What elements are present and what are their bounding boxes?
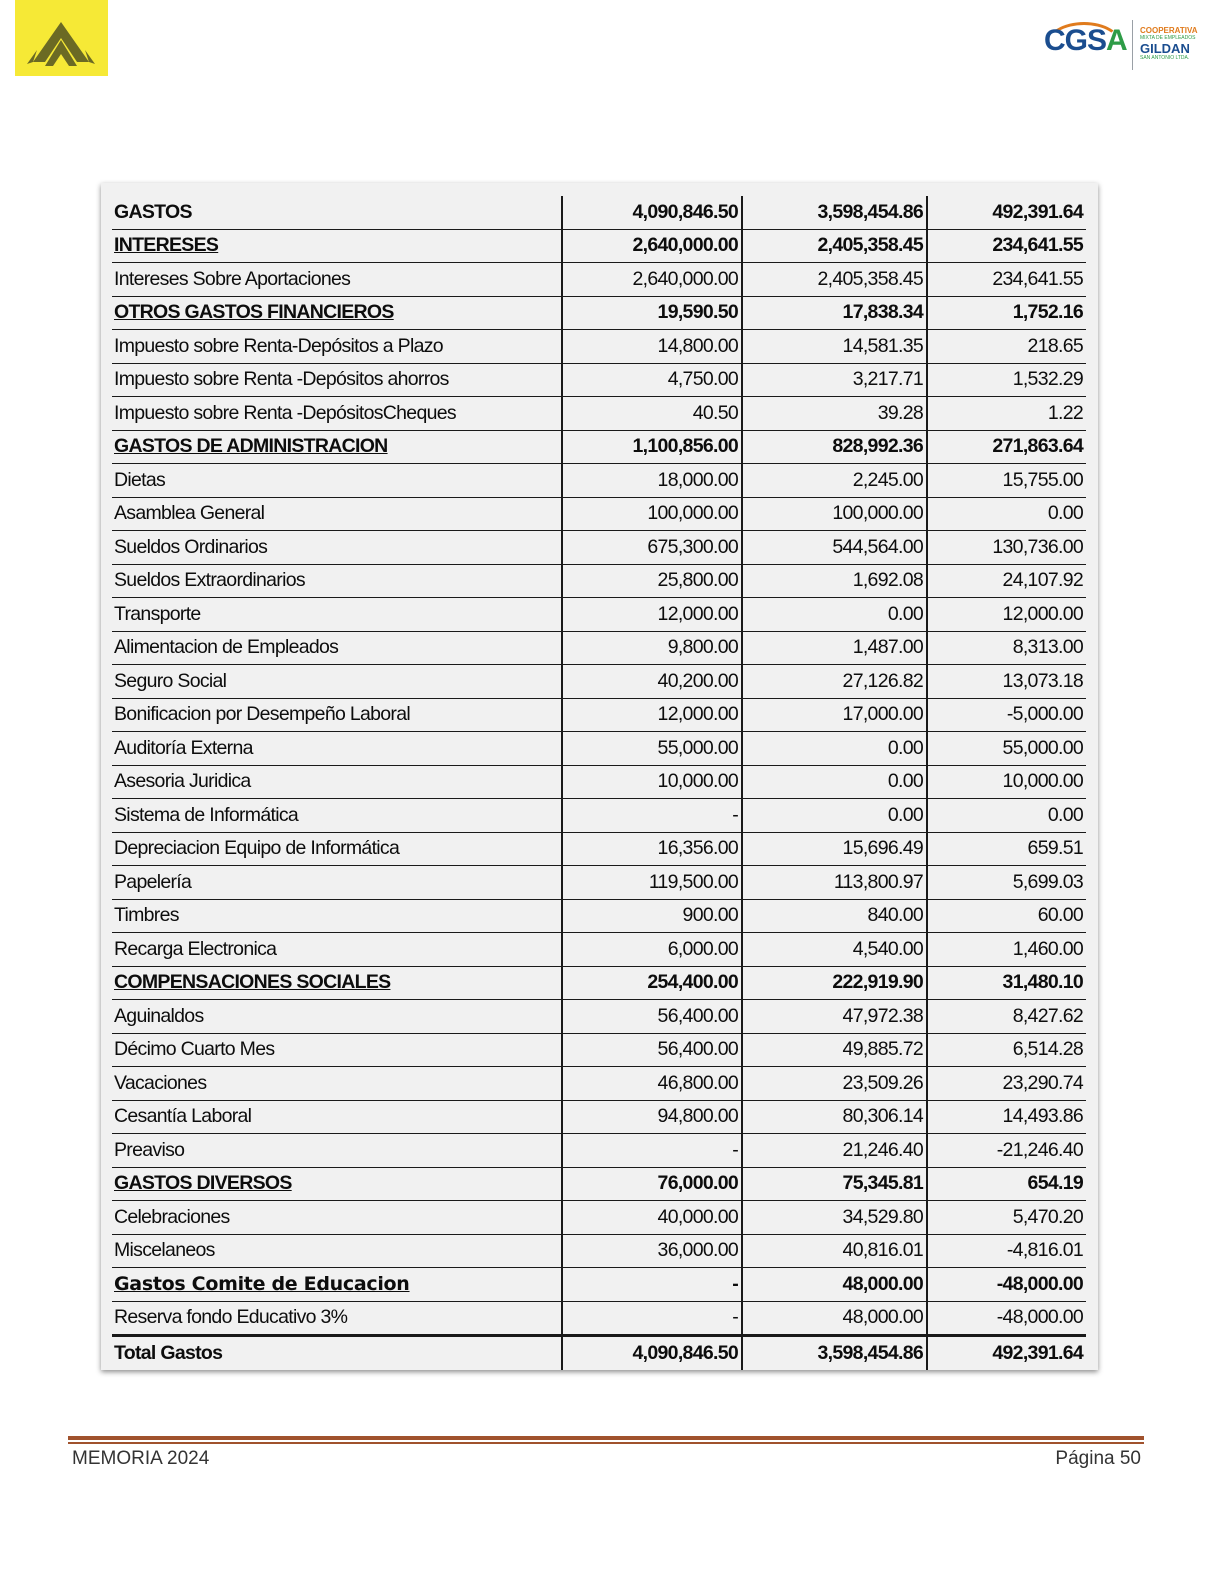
variance-value: 1,752.16 [927,296,1086,330]
row-label [112,1167,562,1201]
actual-value: 3,598,454.86 [742,196,927,229]
footer-rule-thick [68,1436,1144,1440]
actual-value: 23,509.26 [742,1067,927,1101]
row-label-text: Impuesto sobre Renta-Depósitos a Plazo [114,334,443,357]
actual-value: 4,540.00 [742,933,927,967]
budget-value: - [562,799,742,833]
variance-value: -4,816.01 [927,1234,1086,1268]
table-row [112,564,1086,598]
variance-value: 218.65 [927,330,1086,364]
budget-value: 4,090,846.50 [562,1336,742,1370]
table-row [112,363,1086,397]
actual-value: 40,816.01 [742,1234,927,1268]
variance-value: 492,391.64 [927,1336,1086,1370]
row-label-text: Cesantía Laboral [114,1105,252,1128]
row-label-text: Preaviso [114,1138,185,1161]
table-row [112,866,1086,900]
row-label [112,464,562,498]
variance-value: 23,290.74 [927,1067,1086,1101]
actual-value: 1,692.08 [742,564,927,598]
row-label [112,799,562,833]
row-label [112,1033,562,1067]
row-label-text: Décimo Cuarto Mes [114,1038,275,1061]
table-row [112,196,1086,229]
table-row [112,497,1086,531]
budget-value: 254,400.00 [562,966,742,1000]
row-label [112,1100,562,1134]
actual-value: 17,838.34 [742,296,927,330]
variance-value: 24,107.92 [927,564,1086,598]
table-row [112,799,1086,833]
table-row [112,698,1086,732]
page-number: Página 50 [1055,1448,1141,1469]
budget-value: 40,200.00 [562,665,742,699]
budget-value: 9,800.00 [562,631,742,665]
logo-line-1: COOPERATIVA [1140,26,1198,35]
actual-value: 3,217.71 [742,363,927,397]
row-label [112,1268,562,1302]
row-label [112,430,562,464]
budget-value: 25,800.00 [562,564,742,598]
table-row [112,933,1086,967]
budget-value: 14,800.00 [562,330,742,364]
row-label-text: Celebraciones [114,1205,230,1228]
table-row [112,397,1086,431]
budget-value: 4,750.00 [562,363,742,397]
variance-value: 130,736.00 [927,531,1086,565]
row-label-text: Depreciacion Equipo de Informática [114,837,400,860]
row-label [112,665,562,699]
variance-value: 8,427.62 [927,1000,1086,1034]
budget-value: 40,000.00 [562,1201,742,1235]
row-label-text: Timbres [114,904,179,927]
table-row [112,732,1086,766]
footer-rule-thin [68,1442,1144,1444]
actual-value: 47,972.38 [742,1000,927,1034]
variance-value: 12,000.00 [927,598,1086,632]
row-label [112,765,562,799]
row-label [112,631,562,665]
actual-value: 34,529.80 [742,1201,927,1235]
row-label [112,1301,562,1336]
row-label [112,397,562,431]
table-row [112,1067,1086,1101]
table-row [112,832,1086,866]
variance-value: -5,000.00 [927,698,1086,732]
row-label-text: Seguro Social [114,669,227,692]
budget-value: 6,000.00 [562,933,742,967]
logo-line-3: GILDAN [1140,41,1190,56]
row-label-text: Transporte [114,602,201,625]
actual-value: 48,000.00 [742,1268,927,1302]
variance-value: 659.51 [927,832,1086,866]
budget-value: 12,000.00 [562,598,742,632]
budget-value: 675,300.00 [562,531,742,565]
row-label-text: Asesoria Juridica [114,770,251,793]
budget-value: 10,000.00 [562,765,742,799]
row-label [112,933,562,967]
table-row [112,1000,1086,1034]
row-label-text: Gastos Comite de Educacion [114,1272,410,1295]
variance-value: 5,470.20 [927,1201,1086,1235]
row-label-text: Papelería [114,870,192,893]
actual-value: 15,696.49 [742,832,927,866]
budget-value: 76,000.00 [562,1167,742,1201]
budget-value: - [562,1134,742,1168]
table-row [112,765,1086,799]
variance-value: 0.00 [927,497,1086,531]
budget-value: 40.50 [562,397,742,431]
row-label-text: Recarga Electronica [114,937,277,960]
logo-divider [1132,20,1133,70]
table-row [112,1167,1086,1201]
variance-value: 31,480.10 [927,966,1086,1000]
row-label-text: Sistema de Informática [114,803,299,826]
row-label-text: Sueldos Extraordinarios [114,569,305,592]
logo-caption [1140,27,1197,61]
row-label [112,229,562,263]
budget-value: - [562,1301,742,1336]
budget-value: 16,356.00 [562,832,742,866]
variance-value: 234,641.55 [927,229,1086,263]
variance-value: 271,863.64 [927,430,1086,464]
actual-value: 49,885.72 [742,1033,927,1067]
table-row [112,531,1086,565]
logo-line-4: SAN ANTONIO LTDA. [1140,55,1190,61]
row-label-text: INTERESES [114,234,219,257]
variance-value: 1.22 [927,397,1086,431]
variance-value: 55,000.00 [927,732,1086,766]
row-label-text: GASTOS DE ADMINISTRACION [114,435,388,458]
row-label-text: Intereses Sobre Aportaciones [114,267,351,290]
logo-brand-main: CGS [1044,24,1107,57]
row-label [112,832,562,866]
variance-value: 5,699.03 [927,866,1086,900]
table-row [112,1268,1086,1302]
actual-value: 840.00 [742,899,927,933]
variance-value: 15,755.00 [927,464,1086,498]
budget-value: 36,000.00 [562,1234,742,1268]
budget-value: 55,000.00 [562,732,742,766]
actual-value: 14,581.35 [742,330,927,364]
cgsa-logo [1044,18,1209,74]
variance-value: 234,641.55 [927,263,1086,297]
row-label-text: GASTOS [114,200,192,223]
budget-value: 100,000.00 [562,497,742,531]
chevron-mountain-icon [15,0,108,76]
logo-line-2: MIXTA DE EMPLEADOS [1140,35,1196,41]
table-row [112,296,1086,330]
budget-value: 94,800.00 [562,1100,742,1134]
expenses-table [112,196,1086,1370]
actual-value: 27,126.82 [742,665,927,699]
actual-value: 100,000.00 [742,497,927,531]
variance-value: -48,000.00 [927,1301,1086,1336]
row-label-text: Impuesto sobre Renta -DepósitosCheques [114,401,456,424]
row-label [112,899,562,933]
variance-value: -21,246.40 [927,1134,1086,1168]
actual-value: 3,598,454.86 [742,1336,927,1370]
budget-value: 19,590.50 [562,296,742,330]
row-label-text: OTROS GASTOS FINANCIEROS [114,301,394,324]
variance-value: 10,000.00 [927,765,1086,799]
row-label [112,1134,562,1168]
row-label [112,263,562,297]
table-row [112,330,1086,364]
table-row [112,464,1086,498]
actual-value: 2,405,358.45 [742,263,927,297]
row-label-text: Bonificacion por Desempeño Laboral [114,703,410,726]
actual-value: 0.00 [742,732,927,766]
table-row [112,1234,1086,1268]
row-label [112,1234,562,1268]
row-label [112,363,562,397]
table-row [112,263,1086,297]
budget-value: 18,000.00 [562,464,742,498]
footer-title: MEMORIA 2024 [72,1448,210,1469]
row-label [112,330,562,364]
table-row [112,966,1086,1000]
row-label-text: Impuesto sobre Renta -Depósitos ahorros [114,368,449,391]
row-label-text: Sueldos Ordinarios [114,535,268,558]
table-row [112,229,1086,263]
table-row [112,430,1086,464]
row-label-text: Miscelaneos [114,1239,215,1262]
row-label [112,598,562,632]
actual-value: 544,564.00 [742,531,927,565]
variance-value: 1,460.00 [927,933,1086,967]
row-label-text: GASTOS DIVERSOS [114,1172,292,1195]
table-row [112,665,1086,699]
row-label [112,531,562,565]
budget-value: 4,090,846.50 [562,196,742,229]
row-label-text: Asamblea General [114,502,265,525]
actual-value: 80,306.14 [742,1100,927,1134]
actual-value: 48,000.00 [742,1301,927,1336]
table-row [112,1301,1086,1336]
variance-value: -48,000.00 [927,1268,1086,1302]
budget-value: 900.00 [562,899,742,933]
variance-value: 0.00 [927,799,1086,833]
actual-value: 2,245.00 [742,464,927,498]
row-label-text: Aguinaldos [114,1004,204,1027]
variance-value: 6,514.28 [927,1033,1086,1067]
budget-value: 12,000.00 [562,698,742,732]
variance-value: 1,532.29 [927,363,1086,397]
actual-value: 0.00 [742,799,927,833]
actual-value: 39.28 [742,397,927,431]
row-label [112,296,562,330]
table-row [112,1134,1086,1168]
row-label [112,196,562,229]
actual-value: 2,405,358.45 [742,229,927,263]
row-label-text: Auditoría Externa [114,736,253,759]
logo-brand-accent: A [1106,24,1127,57]
table-row [112,598,1086,632]
actual-value: 222,919.90 [742,966,927,1000]
row-label-text: Alimentacion de Empleados [114,636,339,659]
table-row [112,1201,1086,1235]
budget-value: 46,800.00 [562,1067,742,1101]
budget-value: 2,640,000.00 [562,229,742,263]
row-label-text: COMPENSACIONES SOCIALES [114,971,391,994]
cooperative-logo-left [15,0,108,76]
budget-value: 1,100,856.00 [562,430,742,464]
row-label [112,966,562,1000]
variance-value: 8,313.00 [927,631,1086,665]
row-label [112,497,562,531]
variance-value: 14,493.86 [927,1100,1086,1134]
row-label-text: Total Gastos [114,1341,223,1364]
variance-value: 492,391.64 [927,196,1086,229]
logo-brand [1044,24,1127,58]
row-label [112,732,562,766]
row-label [112,866,562,900]
variance-value: 13,073.18 [927,665,1086,699]
table-row [112,631,1086,665]
row-label [112,1336,562,1370]
actual-value: 17,000.00 [742,698,927,732]
table-row [112,1033,1086,1067]
actual-value: 828,992.36 [742,430,927,464]
actual-value: 0.00 [742,765,927,799]
expenses-table-body [112,196,1086,1370]
budget-value: 2,640,000.00 [562,263,742,297]
row-label [112,1000,562,1034]
budget-value: - [562,1268,742,1302]
actual-value: 1,487.00 [742,631,927,665]
row-label [112,564,562,598]
actual-value: 0.00 [742,598,927,632]
row-label-text: Vacaciones [114,1071,207,1094]
actual-value: 21,246.40 [742,1134,927,1168]
row-label [112,698,562,732]
row-label [112,1201,562,1235]
table-row [112,1336,1086,1370]
row-label [112,1067,562,1101]
actual-value: 113,800.97 [742,866,927,900]
budget-value: 56,400.00 [562,1000,742,1034]
row-label-text: Reserva fondo Educativo 3% [114,1306,348,1329]
variance-value: 654.19 [927,1167,1086,1201]
budget-value: 56,400.00 [562,1033,742,1067]
variance-value: 60.00 [927,899,1086,933]
table-row [112,1100,1086,1134]
budget-value: 119,500.00 [562,866,742,900]
table-row [112,899,1086,933]
actual-value: 75,345.81 [742,1167,927,1201]
row-label-text: Dietas [114,468,166,491]
